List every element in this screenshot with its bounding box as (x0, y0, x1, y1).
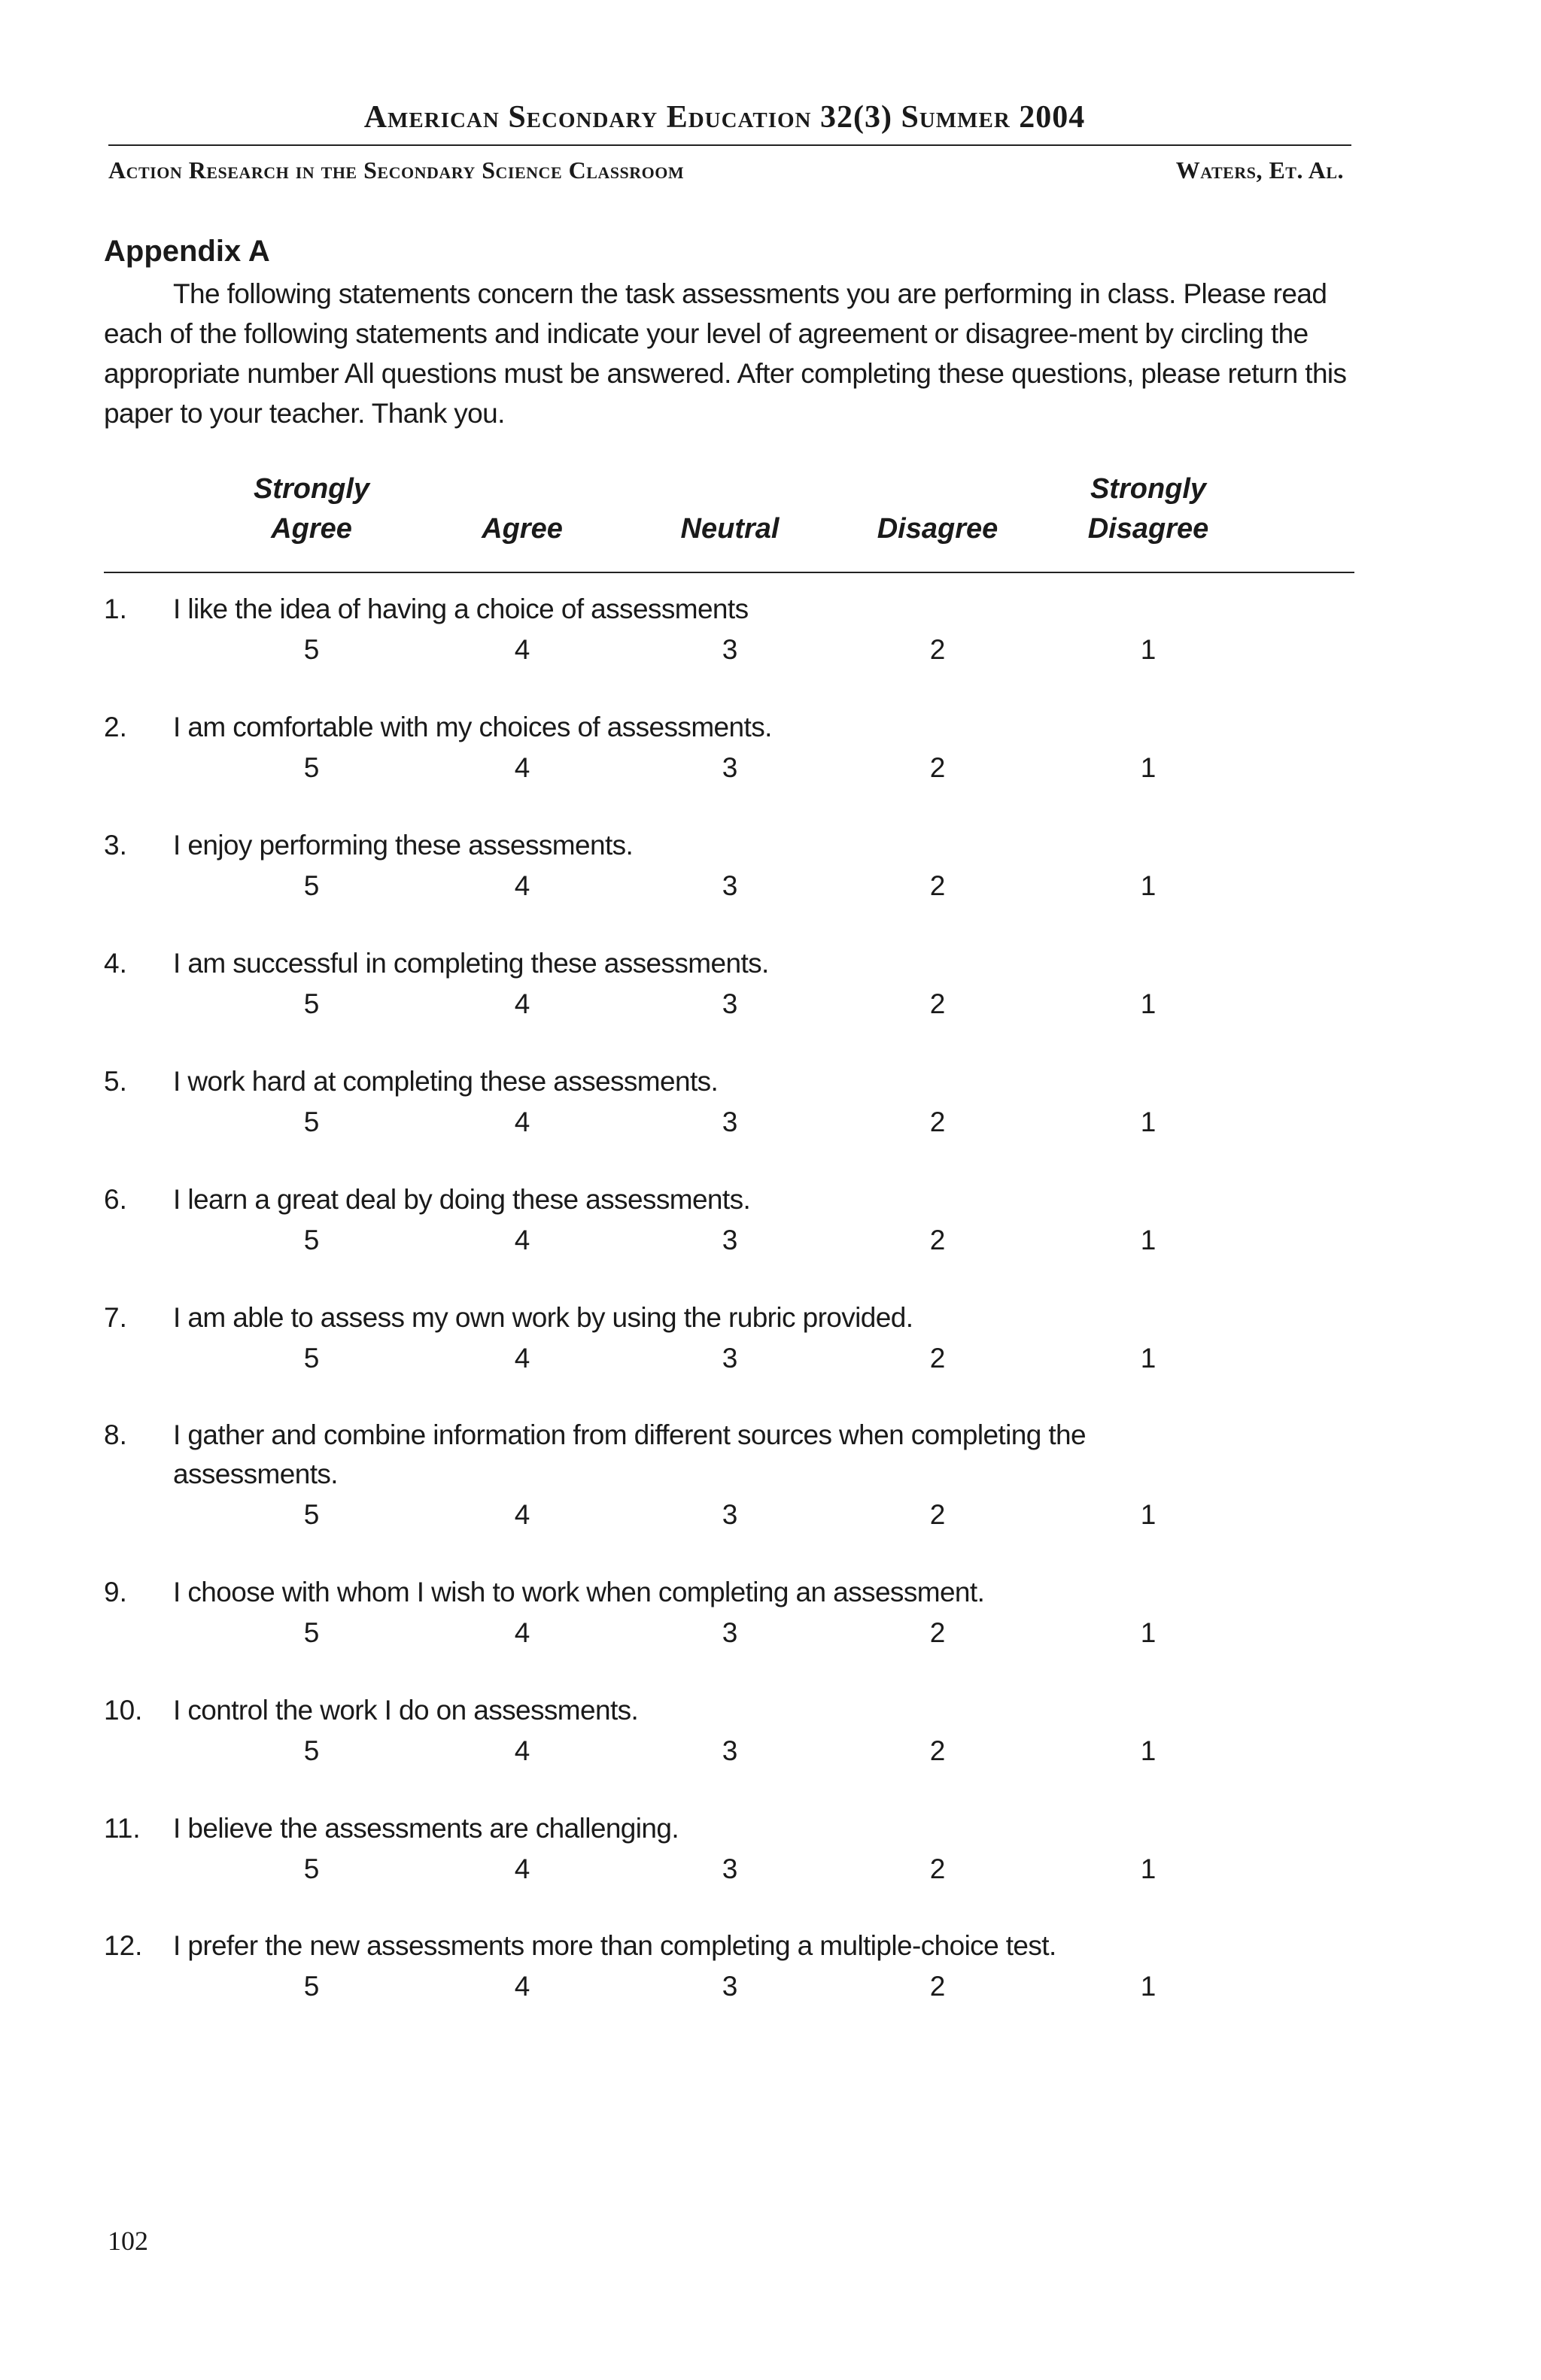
appendix-instructions: The following statements concern the task assessments you are performing in class. Please read each of the following statements and indicate your level of agreement or disagree-ment by circling the appropriate number All questions must be answered. After completing these questions, please return this paper to your teacher. Thank you. (104, 278, 1347, 429)
scale-header-line (432, 469, 612, 509)
rating-option-4[interactable]: 4 (514, 1343, 530, 1374)
scale-header-line: Agree (271, 513, 352, 545)
rating-option-4[interactable]: 4 (514, 1225, 530, 1255)
rating-option-1[interactable]: 1 (1140, 988, 1157, 1019)
rating-option-3[interactable]: 3 (722, 1499, 738, 1530)
rating-option-1[interactable]: 1 (1140, 1617, 1157, 1648)
question-text: I learn a great deal by doing these assessments. (173, 1184, 751, 1215)
rating-option-3[interactable]: 3 (722, 1853, 738, 1884)
rating-option-2[interactable]: 2 (929, 752, 946, 783)
rating-option-4[interactable]: 4 (514, 1853, 530, 1884)
scale-header-line: Disagree (1087, 513, 1209, 545)
scale-header-line (847, 469, 1028, 509)
scale-header-line: Strongly (253, 473, 370, 505)
rating-scale (0, 1613, 1541, 1653)
rating-option-4[interactable]: 4 (514, 1617, 530, 1648)
question-text: I prefer the new assessments more than completing a multiple-choice test. (173, 1930, 1056, 1961)
question-text: I am able to assess my own work by using the rubric provided. (173, 1302, 913, 1333)
rating-option-4[interactable]: 4 (514, 1971, 530, 2002)
question-number: 1. (104, 593, 127, 624)
article-authors: Waters, Et. Al. (1175, 156, 1344, 184)
rating-option-1[interactable]: 1 (1140, 1735, 1157, 1766)
rating-scale (0, 1967, 1541, 2006)
rating-option-1[interactable]: 1 (1140, 752, 1157, 783)
scale-header-neutral (640, 469, 820, 549)
rating-scale (0, 1339, 1541, 1378)
question-number: 7. (104, 1302, 127, 1333)
question-text: I like the idea of having a choice of assessments (173, 593, 749, 624)
rating-option-2[interactable]: 2 (929, 1853, 946, 1884)
question-text: I enjoy performing these assessments. (173, 830, 634, 861)
rating-scale (0, 867, 1541, 906)
rating-option-5[interactable]: 5 (303, 870, 320, 901)
rating-option-5[interactable]: 5 (303, 752, 320, 783)
rating-option-3[interactable]: 3 (722, 634, 738, 665)
article-title: Action Research in the Secondary Science Classroom (108, 156, 685, 184)
rating-scale (0, 630, 1541, 669)
rating-scale (0, 1221, 1541, 1260)
rating-option-1[interactable]: 1 (1140, 1343, 1157, 1374)
rating-option-1[interactable]: 1 (1140, 870, 1157, 901)
header-rule (108, 144, 1351, 146)
rating-option-3[interactable]: 3 (722, 1343, 738, 1374)
scale-header-disagree (847, 469, 1028, 549)
scale-header-line (640, 469, 820, 509)
question-number: 12. (104, 1930, 143, 1961)
question-number: 9. (104, 1577, 127, 1607)
rating-option-3[interactable]: 3 (722, 870, 738, 901)
question-text: I am successful in completing these assessments. (173, 948, 769, 979)
question-number: 4. (104, 948, 127, 979)
rating-scale (0, 985, 1541, 1024)
rating-option-1[interactable]: 1 (1140, 1499, 1157, 1530)
rating-option-1[interactable]: 1 (1140, 1853, 1157, 1884)
rating-scale (0, 1850, 1541, 1889)
question-text: I work hard at completing these assessments. (173, 1066, 719, 1097)
rating-option-3[interactable]: 3 (722, 988, 738, 1019)
rating-option-5[interactable]: 5 (303, 988, 320, 1019)
page-number: 102 (108, 2226, 148, 2256)
rating-option-3[interactable]: 3 (722, 752, 738, 783)
question-number: 8. (104, 1419, 127, 1450)
rating-option-2[interactable]: 2 (929, 1107, 946, 1137)
scale-header-strongly-agree (221, 469, 402, 549)
appendix-title: Appendix A (104, 235, 270, 268)
scale-divider-rule (104, 572, 1354, 573)
rating-option-4[interactable]: 4 (514, 1107, 530, 1137)
rating-option-2[interactable]: 2 (929, 1617, 946, 1648)
rating-option-1[interactable]: 1 (1140, 1225, 1157, 1255)
rating-option-4[interactable]: 4 (514, 1735, 530, 1766)
rating-option-1[interactable]: 1 (1140, 1107, 1157, 1137)
rating-option-5[interactable]: 5 (303, 1617, 320, 1648)
journal-title: American Secondary Education 32(3) Summer 2004 (363, 100, 1086, 135)
scale-header-line: Agree (482, 513, 563, 545)
rating-option-4[interactable]: 4 (514, 870, 530, 901)
question-text: I am comfortable with my choices of assessments. (173, 712, 772, 742)
question-text: I choose with whom I wish to work when completing an assessment. (173, 1577, 985, 1607)
question-text: I control the work I do on assessments. (173, 1695, 639, 1726)
rating-option-4[interactable]: 4 (514, 1499, 530, 1530)
rating-option-5[interactable]: 5 (303, 1499, 320, 1530)
question-number: 10. (104, 1695, 143, 1726)
rating-option-2[interactable]: 2 (929, 1735, 946, 1766)
rating-option-3[interactable]: 3 (722, 1225, 738, 1255)
scale-header-strongly-disagree (1058, 469, 1239, 549)
rating-option-5[interactable]: 5 (303, 634, 320, 665)
rating-option-4[interactable]: 4 (514, 634, 530, 665)
rating-option-3[interactable]: 3 (722, 1971, 738, 2002)
question-text: I believe the assessments are challenging. (173, 1813, 679, 1844)
rating-option-2[interactable]: 2 (929, 1971, 946, 2002)
rating-option-3[interactable]: 3 (722, 1107, 738, 1137)
rating-option-5[interactable]: 5 (303, 1225, 320, 1255)
rating-option-2[interactable]: 2 (929, 1343, 946, 1374)
rating-option-2[interactable]: 2 (929, 634, 946, 665)
scale-header-line: Neutral (680, 513, 780, 545)
rating-option-1[interactable]: 1 (1140, 1971, 1157, 2002)
rating-option-2[interactable]: 2 (929, 870, 946, 901)
question-number: 3. (104, 830, 127, 861)
rating-option-2[interactable]: 2 (929, 1225, 946, 1255)
rating-option-2[interactable]: 2 (929, 1499, 946, 1530)
rating-scale (0, 748, 1541, 788)
rating-option-5[interactable]: 5 (303, 1971, 320, 2002)
rating-option-1[interactable]: 1 (1140, 634, 1157, 665)
rating-option-4[interactable]: 4 (514, 988, 530, 1019)
scale-header-agree (432, 469, 612, 549)
question-number: 6. (104, 1184, 127, 1215)
rating-scale (0, 1732, 1541, 1771)
rating-option-3[interactable]: 3 (722, 1617, 738, 1648)
rating-option-5[interactable]: 5 (303, 1735, 320, 1766)
rating-option-4[interactable]: 4 (514, 752, 530, 783)
rating-option-5[interactable]: 5 (303, 1343, 320, 1374)
rating-option-5[interactable]: 5 (303, 1107, 320, 1137)
question-number: 2. (104, 712, 127, 742)
scale-header-line: Strongly (1090, 473, 1207, 505)
scale-header-line: Disagree (877, 513, 998, 545)
question-text: I gather and combine information from different sources when completing the assessments. (173, 1419, 1087, 1489)
rating-option-5[interactable]: 5 (303, 1853, 320, 1884)
rating-scale (0, 1495, 1541, 1535)
question-number: 5. (104, 1066, 127, 1097)
rating-option-3[interactable]: 3 (722, 1735, 738, 1766)
question-number: 11. (104, 1813, 141, 1844)
rating-scale (0, 1103, 1541, 1142)
rating-option-2[interactable]: 2 (929, 988, 946, 1019)
